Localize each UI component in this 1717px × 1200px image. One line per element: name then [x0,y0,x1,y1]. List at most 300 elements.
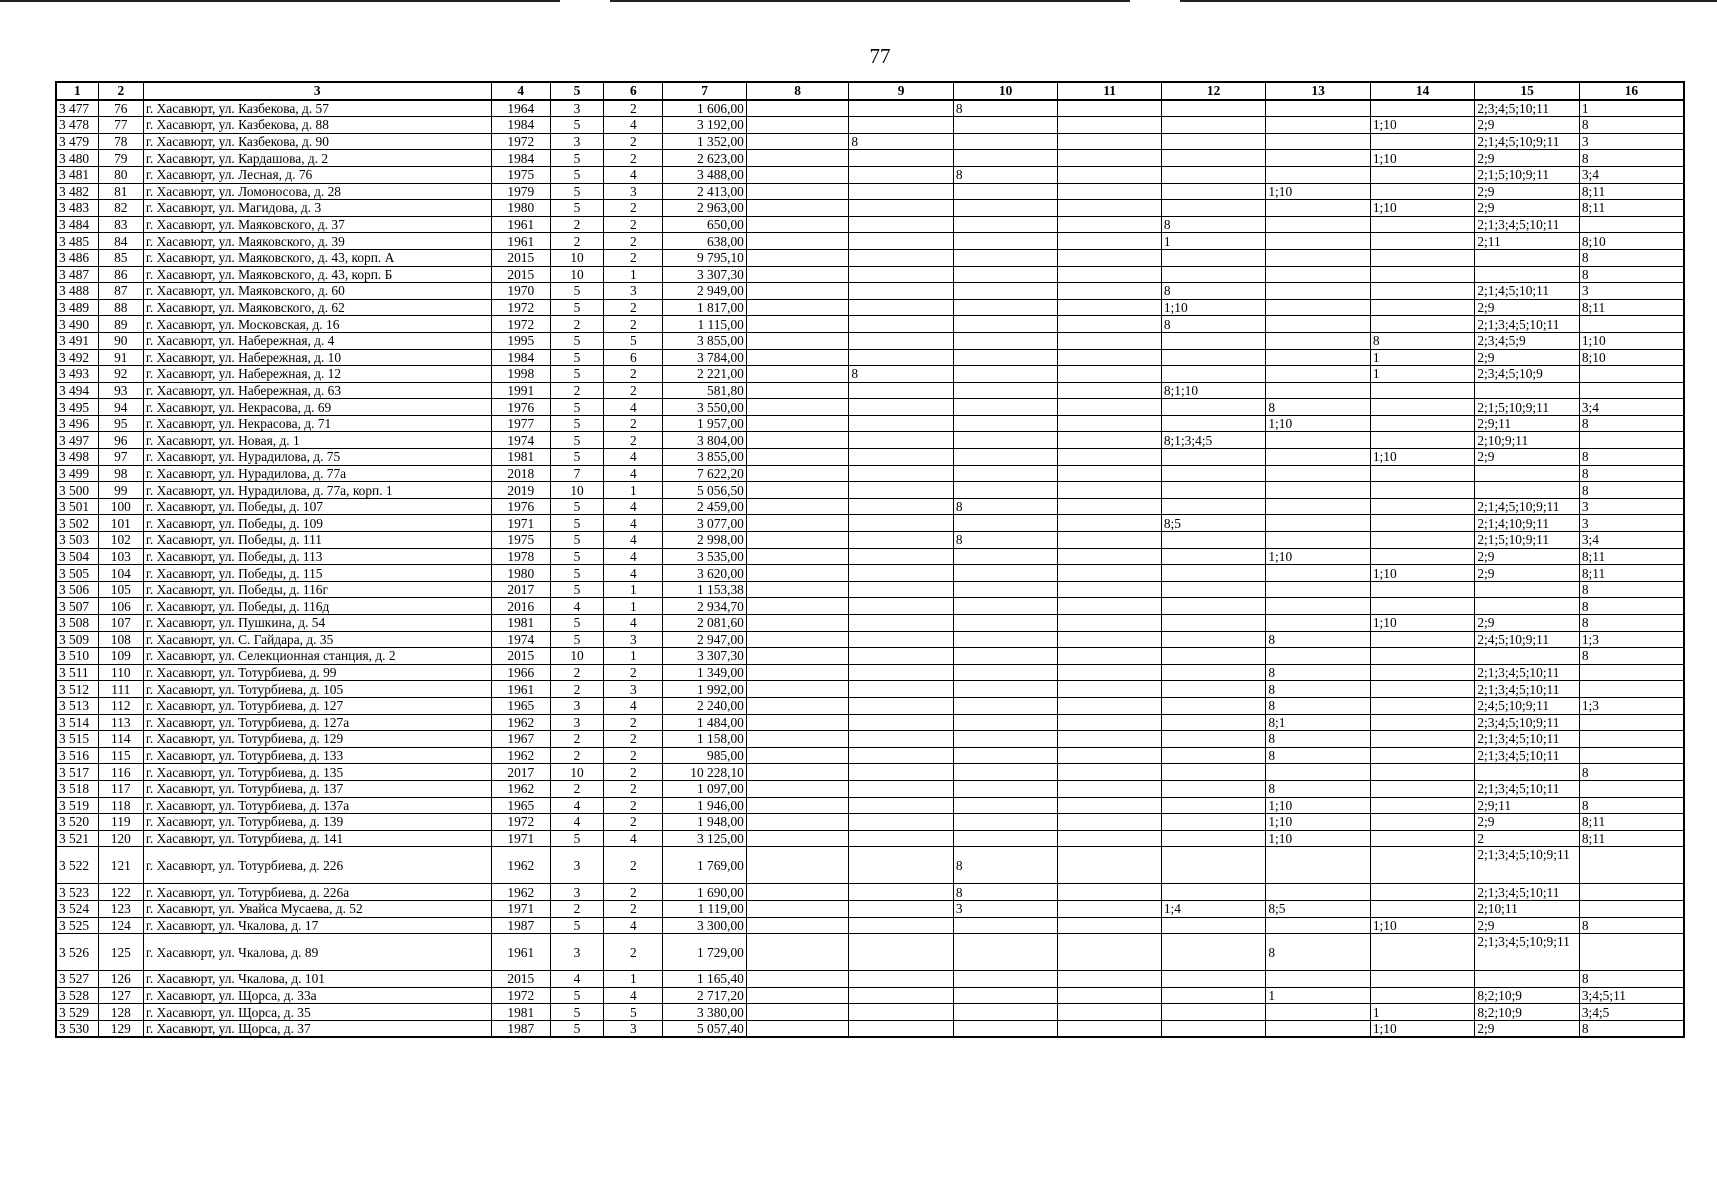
record-number-cell: 3 508 [56,615,98,632]
column-8-cell [746,747,849,764]
table-row [56,200,1684,217]
column-15-cell: 2;9;11 [1475,797,1580,814]
item-number-cell: 97 [98,449,143,466]
column-13-cell [1266,266,1371,283]
floors-cell: 10 [550,249,603,266]
column-13-cell [1266,432,1371,449]
address-cell: г. Хасавюрт, ул. Новая, д. 1 [143,432,491,449]
column-14-cell [1370,900,1475,917]
column-9-cell: 8 [849,366,954,383]
floors-cell: 2 [550,382,603,399]
record-number-cell: 3 523 [56,884,98,901]
column-11-cell [1058,681,1162,698]
item-number-cell: 125 [98,934,143,971]
column-15-cell: 2;3;4;5;10;9 [1475,366,1580,383]
column-10-cell [953,780,1058,797]
column-13-cell: 8;5 [1266,900,1371,917]
entrances-cell: 2 [604,814,663,831]
column-12-cell [1161,332,1266,349]
year-built-cell: 1981 [491,449,550,466]
column-15-cell [1475,648,1580,665]
floors-cell: 5 [550,581,603,598]
year-built-cell: 2015 [491,249,550,266]
column-9-cell [849,117,954,134]
column-12-cell: 1;4 [1161,900,1266,917]
column-12-cell: 8;1;10 [1161,382,1266,399]
entrances-cell: 1 [604,482,663,499]
column-12-cell [1161,465,1266,482]
table-row [56,598,1684,615]
year-built-cell: 1972 [491,987,550,1004]
table-row [56,987,1684,1004]
floors-cell: 3 [550,697,603,714]
year-built-cell: 1961 [491,681,550,698]
item-number-cell: 123 [98,900,143,917]
column-9-cell [849,449,954,466]
column-15-cell: 8;2;10;9 [1475,987,1580,1004]
area-cell: 10 228,10 [663,764,746,781]
column-13-cell: 8 [1266,664,1371,681]
area-cell: 3 125,00 [663,830,746,847]
column-12-cell [1161,764,1266,781]
area-cell: 1 153,38 [663,581,746,598]
table-row [56,847,1684,884]
item-number-cell: 110 [98,664,143,681]
column-16-cell: 8 [1579,615,1684,632]
address-cell: г. Хасавюрт, ул. Победы, д. 115 [143,565,491,582]
year-built-cell: 1975 [491,166,550,183]
column-16-cell: 8;11 [1579,183,1684,200]
column-11-cell [1058,598,1162,615]
record-number-cell: 3 480 [56,150,98,167]
table-row [56,1004,1684,1021]
address-cell: г. Хасавюрт, ул. Щорса, д. 33а [143,987,491,1004]
column-9-cell [849,349,954,366]
entrances-cell: 4 [604,917,663,934]
column-13-cell: 8 [1266,399,1371,416]
column-15-cell [1475,382,1580,399]
column-15-cell: 2;9 [1475,548,1580,565]
entrances-cell: 4 [604,449,663,466]
column-13-cell: 8 [1266,631,1371,648]
record-number-cell: 3 505 [56,565,98,582]
address-cell: г. Хасавюрт, ул. Некрасова, д. 71 [143,415,491,432]
year-built-cell: 1971 [491,830,550,847]
item-number-cell: 103 [98,548,143,565]
column-13-cell [1266,283,1371,300]
column-9-cell [849,548,954,565]
floors-cell: 5 [550,449,603,466]
column-16-cell: 8 [1579,266,1684,283]
address-cell: г. Хасавюрт, ул. Тотурбиева, д. 133 [143,747,491,764]
year-built-cell: 1976 [491,498,550,515]
column-12-cell [1161,366,1266,383]
column-10-cell [953,299,1058,316]
floors-cell: 5 [550,532,603,549]
column-10-cell: 3 [953,900,1058,917]
record-number-cell: 3 525 [56,917,98,934]
entrances-cell: 3 [604,631,663,648]
item-number-cell: 83 [98,216,143,233]
table-row [56,648,1684,665]
address-cell: г. Хасавюрт, ул. Щорса, д. 35 [143,1004,491,1021]
column-10-cell [953,598,1058,615]
record-number-cell: 3 499 [56,465,98,482]
column-11-cell [1058,764,1162,781]
area-cell: 1 992,00 [663,681,746,698]
column-16-cell: 8 [1579,465,1684,482]
column-header: 16 [1579,82,1684,100]
column-10-cell [953,150,1058,167]
floors-cell: 5 [550,183,603,200]
area-cell: 1 115,00 [663,316,746,333]
column-11-cell [1058,830,1162,847]
area-cell: 1 769,00 [663,847,746,884]
column-14-cell: 1;10 [1370,917,1475,934]
floors-cell: 3 [550,714,603,731]
column-header: 13 [1266,82,1371,100]
column-8-cell [746,1020,849,1037]
item-number-cell: 94 [98,399,143,416]
column-10-cell [953,731,1058,748]
area-cell: 3 077,00 [663,515,746,532]
column-12-cell [1161,847,1266,884]
column-15-cell: 2;1;3;4;5;10;11 [1475,316,1580,333]
column-10-cell: 8 [953,498,1058,515]
record-number-cell: 3 498 [56,449,98,466]
column-14-cell [1370,166,1475,183]
column-9-cell [849,150,954,167]
table-row [56,731,1684,748]
column-15-cell: 2;9 [1475,299,1580,316]
column-13-cell [1266,515,1371,532]
column-15-cell: 2;9 [1475,200,1580,217]
address-cell: г. Хасавюрт, ул. Тотурбиева, д. 137а [143,797,491,814]
address-cell: г. Хасавюрт, ул. Набережная, д. 63 [143,382,491,399]
item-number-cell: 111 [98,681,143,698]
column-14-cell [1370,482,1475,499]
entrances-cell: 2 [604,133,663,150]
column-8-cell [746,166,849,183]
table-row [56,797,1684,814]
area-cell: 3 550,00 [663,399,746,416]
year-built-cell: 1962 [491,780,550,797]
column-10-cell [953,316,1058,333]
column-9-cell [849,515,954,532]
area-cell: 1 352,00 [663,133,746,150]
entrances-cell: 4 [604,697,663,714]
record-number-cell: 3 513 [56,697,98,714]
column-14-cell [1370,764,1475,781]
column-8-cell [746,830,849,847]
column-header: 6 [604,82,663,100]
column-10-cell [953,399,1058,416]
area-cell: 1 690,00 [663,884,746,901]
column-13-cell: 8 [1266,934,1371,971]
column-13-cell [1266,565,1371,582]
column-9-cell [849,934,954,971]
column-14-cell [1370,814,1475,831]
address-cell: г. Хасавюрт, ул. Победы, д. 107 [143,498,491,515]
column-16-cell: 8 [1579,249,1684,266]
table-row [56,917,1684,934]
column-16-cell: 8;10 [1579,233,1684,250]
column-12-cell [1161,482,1266,499]
column-16-cell [1579,934,1684,971]
address-cell: г. Хасавюрт, ул. Победы, д. 113 [143,548,491,565]
column-13-cell [1266,249,1371,266]
column-8-cell [746,971,849,988]
column-8-cell [746,216,849,233]
column-16-cell: 3;4;5 [1579,1004,1684,1021]
column-16-cell: 8 [1579,449,1684,466]
column-14-cell [1370,797,1475,814]
column-12-cell [1161,498,1266,515]
table-row [56,133,1684,150]
floors-cell: 2 [550,316,603,333]
year-built-cell: 1984 [491,349,550,366]
table-row [56,532,1684,549]
floors-cell: 4 [550,971,603,988]
item-number-cell: 79 [98,150,143,167]
column-12-cell [1161,664,1266,681]
area-cell: 2 459,00 [663,498,746,515]
entrances-cell: 4 [604,465,663,482]
column-11-cell [1058,731,1162,748]
column-8-cell [746,934,849,971]
column-10-cell [953,382,1058,399]
column-12-cell [1161,648,1266,665]
column-14-cell: 8 [1370,332,1475,349]
column-8-cell [746,316,849,333]
column-15-cell: 2;4;5;10;9;11 [1475,697,1580,714]
column-9-cell [849,884,954,901]
column-15-cell [1475,598,1580,615]
column-16-cell: 8;11 [1579,548,1684,565]
column-8-cell [746,714,849,731]
column-10-cell [953,697,1058,714]
floors-cell: 5 [550,1020,603,1037]
column-8-cell [746,1004,849,1021]
entrances-cell: 2 [604,432,663,449]
entrances-cell: 1 [604,581,663,598]
floors-cell: 5 [550,917,603,934]
column-9-cell [849,216,954,233]
entrances-cell: 5 [604,1004,663,1021]
column-14-cell [1370,100,1475,117]
column-14-cell [1370,415,1475,432]
column-9-cell [849,987,954,1004]
column-13-cell [1266,349,1371,366]
floors-cell: 2 [550,681,603,698]
address-cell: г. Хасавюрт, ул. С. Гайдара, д. 35 [143,631,491,648]
floors-cell: 2 [550,780,603,797]
item-number-cell: 87 [98,283,143,300]
column-16-cell [1579,216,1684,233]
column-9-cell [849,465,954,482]
column-16-cell [1579,747,1684,764]
address-cell: г. Хасавюрт, ул. Набережная, д. 4 [143,332,491,349]
column-8-cell [746,266,849,283]
table-row [56,498,1684,515]
column-12-cell [1161,399,1266,416]
address-cell: г. Хасавюрт, ул. Набережная, д. 12 [143,366,491,383]
column-13-cell [1266,216,1371,233]
column-12-cell [1161,565,1266,582]
record-number-cell: 3 515 [56,731,98,748]
entrances-cell: 2 [604,664,663,681]
column-8-cell [746,150,849,167]
column-header: 2 [98,82,143,100]
column-13-cell: 8 [1266,780,1371,797]
column-14-cell: 1;10 [1370,200,1475,217]
area-cell: 3 620,00 [663,565,746,582]
item-number-cell: 107 [98,615,143,632]
column-12-cell [1161,731,1266,748]
table-row [56,900,1684,917]
column-15-cell: 2;10;11 [1475,900,1580,917]
column-11-cell [1058,814,1162,831]
column-15-cell: 2;1;4;5;10;11 [1475,283,1580,300]
address-cell: г. Хасавюрт, ул. Щорса, д. 37 [143,1020,491,1037]
year-built-cell: 1981 [491,615,550,632]
floors-cell: 5 [550,1004,603,1021]
address-cell: г. Хасавюрт, ул. Казбекова, д. 90 [143,133,491,150]
year-built-cell: 1962 [491,847,550,884]
record-number-cell: 3 522 [56,847,98,884]
record-number-cell: 3 481 [56,166,98,183]
entrances-cell: 2 [604,150,663,167]
column-9-cell [849,631,954,648]
column-9-cell [849,166,954,183]
item-number-cell: 77 [98,117,143,134]
column-10-cell [953,631,1058,648]
table-row [56,830,1684,847]
column-8-cell [746,200,849,217]
table-row [56,1020,1684,1037]
column-10-cell [953,917,1058,934]
column-15-cell: 2;3;4;5;10;11 [1475,100,1580,117]
column-16-cell: 1 [1579,100,1684,117]
column-13-cell [1266,1020,1371,1037]
column-header: 3 [143,82,491,100]
table-row [56,515,1684,532]
column-16-cell [1579,664,1684,681]
column-16-cell: 8 [1579,482,1684,499]
area-cell: 638,00 [663,233,746,250]
column-16-cell: 1;3 [1579,631,1684,648]
year-built-cell: 2016 [491,598,550,615]
column-11-cell [1058,884,1162,901]
entrances-cell: 3 [604,1020,663,1037]
column-12-cell [1161,249,1266,266]
floors-cell: 2 [550,233,603,250]
entrances-cell: 2 [604,415,663,432]
column-11-cell [1058,498,1162,515]
year-built-cell: 1995 [491,332,550,349]
year-built-cell: 1961 [491,233,550,250]
column-11-cell [1058,283,1162,300]
table-row [56,332,1684,349]
column-14-cell [1370,316,1475,333]
column-15-cell: 2;9 [1475,183,1580,200]
item-number-cell: 118 [98,797,143,814]
year-built-cell: 1971 [491,900,550,917]
year-built-cell: 1965 [491,797,550,814]
column-11-cell [1058,233,1162,250]
item-number-cell: 84 [98,233,143,250]
year-built-cell: 1961 [491,934,550,971]
table-row [56,482,1684,499]
area-cell: 9 795,10 [663,249,746,266]
column-9-cell [849,283,954,300]
column-8-cell [746,283,849,300]
record-number-cell: 3 526 [56,934,98,971]
column-14-cell: 1;10 [1370,150,1475,167]
floors-cell: 3 [550,884,603,901]
column-11-cell [1058,565,1162,582]
address-cell: г. Хасавюрт, ул. Селекционная станция, д. 2 [143,648,491,665]
year-built-cell: 1970 [491,283,550,300]
table-row [56,299,1684,316]
floors-cell: 2 [550,216,603,233]
column-9-cell [849,780,954,797]
entrances-cell: 1 [604,648,663,665]
column-8-cell [746,847,849,884]
entrances-cell: 1 [604,971,663,988]
area-cell: 1 484,00 [663,714,746,731]
column-12-cell [1161,150,1266,167]
item-number-cell: 104 [98,565,143,582]
column-10-cell [953,934,1058,971]
column-10-cell [953,1020,1058,1037]
column-13-cell [1266,971,1371,988]
column-10-cell [953,797,1058,814]
entrances-cell: 1 [604,598,663,615]
column-12-cell [1161,349,1266,366]
column-11-cell [1058,971,1162,988]
address-cell: г. Хасавюрт, ул. Чкалова, д. 89 [143,934,491,971]
column-14-cell [1370,183,1475,200]
column-8-cell [746,482,849,499]
column-8-cell [746,681,849,698]
year-built-cell: 1964 [491,100,550,117]
area-cell: 5 057,40 [663,1020,746,1037]
area-cell: 1 097,00 [663,780,746,797]
column-16-cell: 8 [1579,971,1684,988]
column-13-cell: 1;10 [1266,830,1371,847]
column-9-cell [849,814,954,831]
column-13-cell [1266,100,1371,117]
record-number-cell: 3 504 [56,548,98,565]
entrances-cell: 2 [604,382,663,399]
column-8-cell [746,432,849,449]
column-11-cell [1058,432,1162,449]
year-built-cell: 2015 [491,648,550,665]
address-cell: г. Хасавюрт, ул. Тотурбиева, д. 139 [143,814,491,831]
column-9-cell [849,598,954,615]
item-number-cell: 76 [98,100,143,117]
year-built-cell: 1972 [491,814,550,831]
column-9-cell [849,565,954,582]
column-15-cell: 2;1;4;5;10;9;11 [1475,133,1580,150]
table-row [56,664,1684,681]
column-14-cell [1370,780,1475,797]
entrances-cell: 2 [604,316,663,333]
record-number-cell: 3 491 [56,332,98,349]
column-11-cell [1058,581,1162,598]
address-cell: г. Хасавюрт, ул. Чкалова, д. 17 [143,917,491,934]
